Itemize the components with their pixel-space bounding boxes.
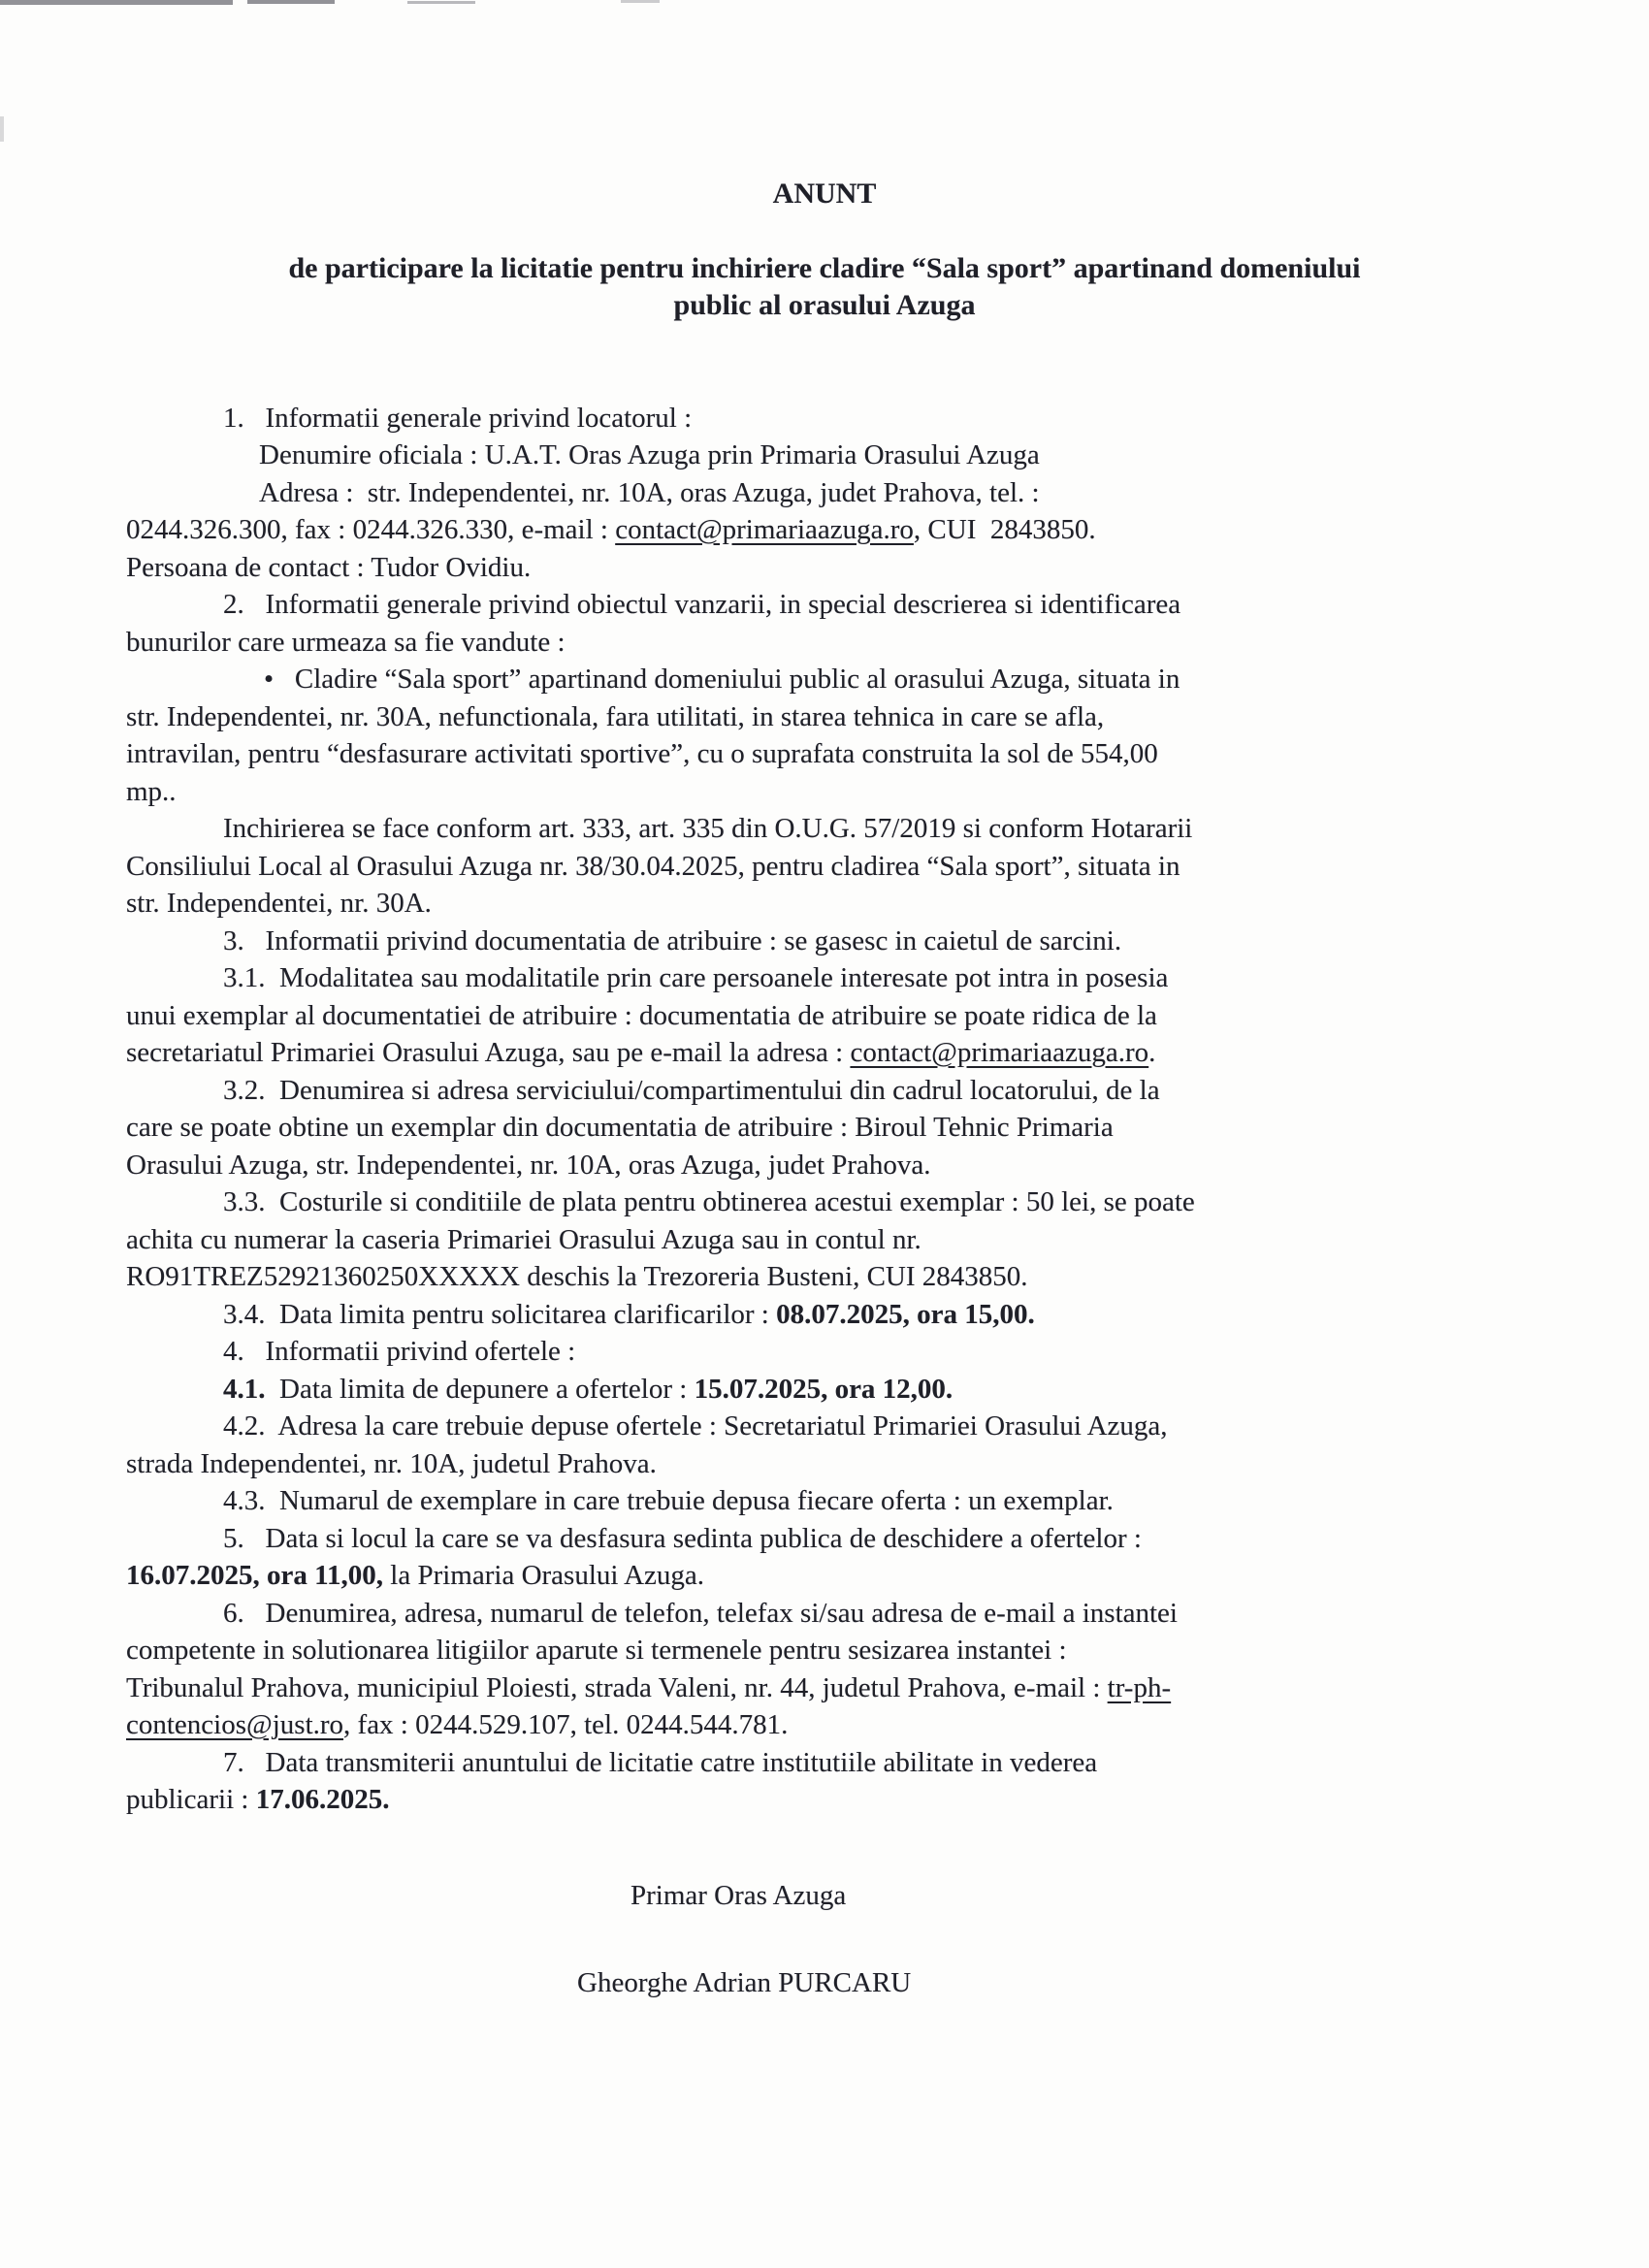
text-segment: competente in solutionarea litigiilor aparute si termenele pentru sesizarea instantei : [126,1635,1067,1666]
text-segment: • Cladire “Sala sport” apartinand domeniului public al orasului Azuga, situata in [264,664,1180,695]
document-line [126,1445,1523,1483]
document-line [126,1371,1523,1409]
text-segment: publicarii : [126,1784,256,1815]
document-line [126,586,1523,624]
text-segment: mp.. [126,775,177,807]
link-text: contencios@just.ro [126,1709,344,1740]
document-line [126,698,1523,736]
document-line [126,1744,1523,1782]
text-segment: 7. Data transmiterii anuntului de licitatie catre institutiile abilitate in vederea [223,1746,1098,1778]
document-line [126,1632,1523,1669]
document-line [126,735,1523,773]
text-segment: Adresa : str. Independentei, nr. 10A, oras Azuga, judet Prahova, tel. : [259,476,1040,508]
link-text: tr-ph- [1107,1671,1172,1703]
document-line [126,885,1523,923]
text-segment: 2. Informatii generale privind obiectul vanzarii, in special descrierea si identificarea [223,589,1181,620]
text-segment: , fax : 0244.529.107, tel. 0244.544.781. [343,1709,789,1740]
document-line [126,400,1523,437]
text-segment: bunurilor care urmeaza sa fie vandute : [126,626,566,658]
document-line [126,1072,1523,1110]
document-line [126,1706,1523,1744]
text-segment: strada Independentei, nr. 10A, judetul Prahova. [126,1447,657,1479]
text-segment: Denumire oficiala : U.A.T. Oras Azuga prin Primaria Orasului Azuga [259,439,1040,470]
text-segment: 4. Informatii privind ofertele : [223,1336,576,1367]
text-segment: 3.4. Data limita pentru solicitarea clarificarilor : [223,1298,777,1330]
document-line [126,549,1523,587]
text-segment: RO91TREZ52921360250XXXXX deschis la Trezoreria Busteni, CUI 2843850. [126,1261,1028,1292]
document-line [126,1520,1523,1558]
document-line [126,624,1523,662]
text-segment: Tribunalul Prahova, municipiul Ploiesti, strada Valeni, nr. 44, judetul Prahova, e-mail : [126,1671,1108,1703]
text-segment: 17.06.2025. [255,1784,390,1815]
document-line [126,1408,1523,1445]
document-line [126,1183,1523,1221]
document-line [126,1333,1523,1371]
document-line [126,997,1523,1035]
document-line [126,1258,1523,1296]
signature-name: Gheorghe Adrian PURCARU [577,1967,912,1998]
text-segment: , CUI 2843850. [913,514,1096,545]
text-segment: str. Independentei, nr. 30A, nefunctionala, fara utilitati, in starea tehnica in care se afla, [126,700,1105,732]
document-subtitle-line2: public al orasului Azuga [673,289,976,321]
text-segment: achita cu numerar la caseria Primariei Orasului Azuga sau in contul nr. [126,1223,922,1255]
text-segment: Data limita de depunere a ofertelor : [265,1373,695,1405]
text-segment: secretariatul Primariei Orasului Azuga, sau pe e-mail la adresa : [126,1037,851,1068]
text-segment: intravilan, pentru “desfasurare activitati sportive”, cu o suprafata construita la sol de 554,00 [126,738,1158,769]
text-segment: 3. Informatii privind documentatia de atribuire : se gasesc in caietul de sarcini. [223,924,1122,956]
document-line [126,1034,1523,1072]
document-line [126,474,1523,512]
document-title: ANUNT [772,178,877,210]
document-body [126,400,1523,1819]
document-line [126,959,1523,997]
document-line [126,848,1523,886]
signature-role: Primar Oras Azuga [630,1879,847,1911]
text-segment: Inchirierea se face conform art. 333, art. 335 din O.U.G. 57/2019 si conform Hotararii [223,813,1193,844]
text-segment: Persoana de contact : Tudor Ovidiu. [126,551,532,583]
text-segment: care se poate obtine un exemplar din documentatia de atribuire : Biroul Tehnic Primaria [126,1112,1114,1143]
text-segment: 0244.326.300, fax : 0244.326.330, e-mail : [126,514,616,545]
document-subtitle-line1: de participare la licitatie pentru inchiriere cladire “Sala sport” apartinand domeniului [288,251,1361,284]
text-segment: 4.2. Adresa la care trebuie depuse ofertele : Secretariatul Primariei Orasului Azuga, [223,1410,1168,1442]
document-line [126,1296,1523,1334]
text-segment: 5. Data si locul la care se va desfasura sedinta publica de deschidere a ofertelor : [223,1522,1142,1554]
document-line [126,661,1523,698]
document-line [126,511,1523,549]
text-segment: 4.3. Numarul de exemplare in care trebuie depusa fiecare oferta : un exemplar. [223,1485,1114,1516]
document-line [126,923,1523,960]
document-line [126,437,1523,474]
document-line [126,1482,1523,1520]
text-segment: la Primaria Orasului Azuga. [383,1560,705,1591]
document-line [126,1557,1523,1595]
link-text: contact@primariaazuga.ro [615,514,914,545]
document-line [126,1109,1523,1147]
document-line [126,1669,1523,1707]
document-line [126,1781,1523,1819]
text-segment: 3.1. Modalitatea sau modalitatile prin care persoanele interesate pot intra in posesia [223,962,1169,993]
document-line [126,810,1523,848]
text-segment: 1. Informatii generale privind locatorul : [223,402,693,434]
text-segment: 4.1. [223,1373,266,1405]
link-text: contact@primariaazuga.ro [850,1037,1149,1068]
text-segment: Consiliului Local al Orasului Azuga nr. 38/30.04.2025, pentru cladirea “Sala sport”, situata in [126,850,1180,882]
document-line [126,1147,1523,1184]
text-segment: str. Independentei, nr. 30A. [126,888,432,919]
text-segment: 15.07.2025, ora 12,00. [694,1373,954,1405]
text-segment: unui exemplar al documentatiei de atribuire : documentatia de atribuire se poate ridica de la [126,999,1157,1031]
text-segment: 16.07.2025, ora 11,00, [126,1560,384,1591]
document-line [126,1595,1523,1633]
text-segment: Orasului Azuga, str. Independentei, nr. 10A, oras Azuga, judet Prahova. [126,1149,931,1181]
text-segment: 3.2. Denumirea si adresa serviciului/compartimentului din cadrul locatorului, de la [223,1074,1160,1106]
text-segment: 6. Denumirea, adresa, numarul de telefon, telefax si/sau adresa de e-mail a instantei [223,1597,1178,1629]
document-line [126,773,1523,811]
document-subtitle [126,250,1523,325]
text-segment: 08.07.2025, ora 15,00. [776,1298,1035,1330]
text-segment: 3.3. Costurile si conditiile de plata pentru obtinerea acestui exemplar : 50 lei, se poate [223,1186,1195,1217]
text-segment: . [1148,1037,1156,1068]
document-line [126,1221,1523,1259]
